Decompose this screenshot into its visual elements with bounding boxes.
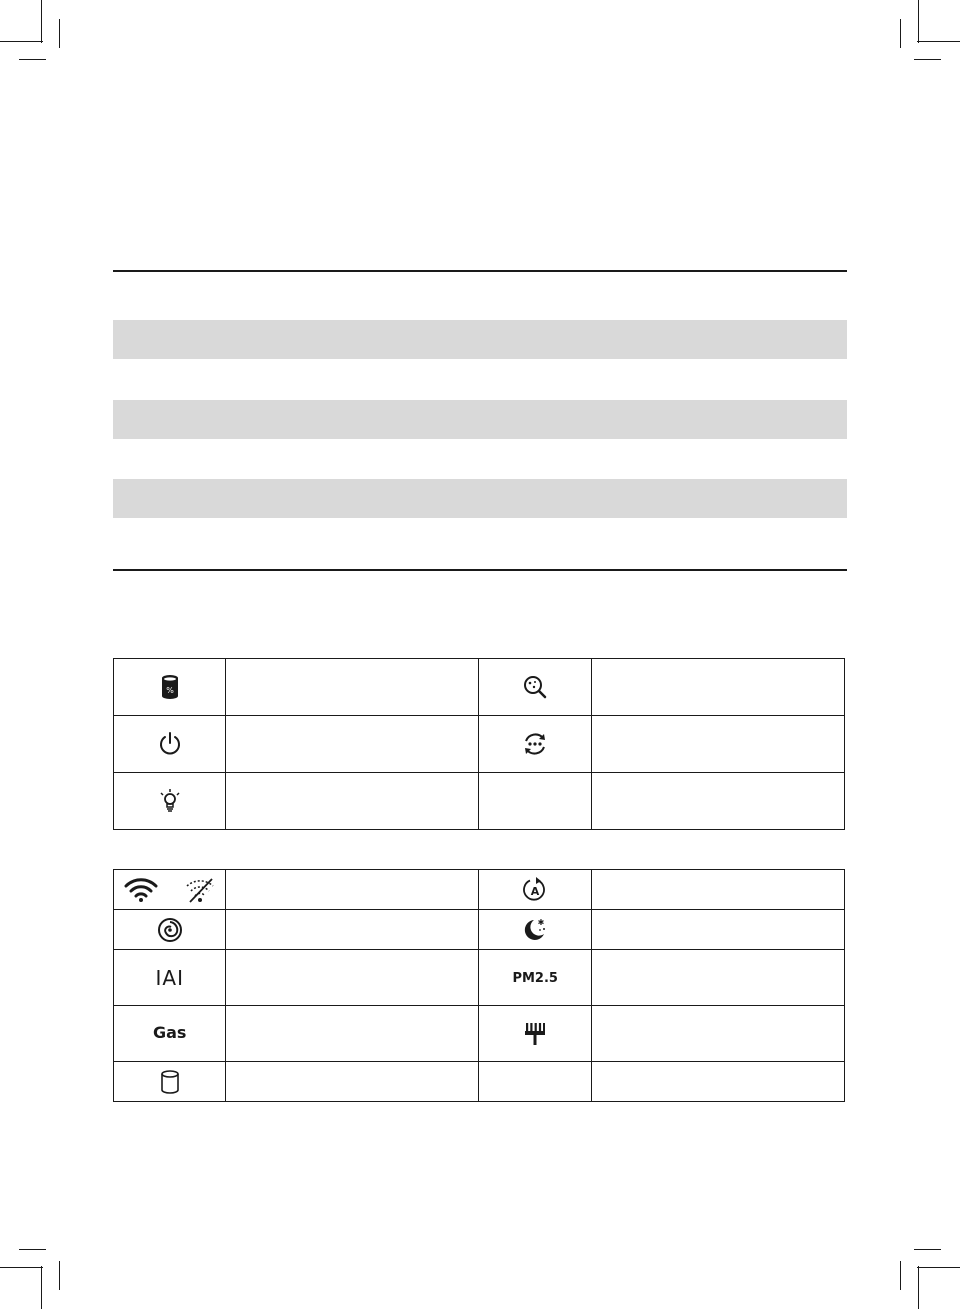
- icon-table-2: [113, 869, 845, 1102]
- crop-mark: [917, 41, 960, 42]
- crop-mark: [19, 59, 46, 60]
- magnifier-icon: [522, 674, 548, 700]
- table-row: [114, 659, 845, 716]
- fan-swirl-icon: [157, 917, 183, 943]
- table-row: [114, 1006, 845, 1062]
- icon-table-1: [113, 658, 845, 830]
- description-cell: [591, 659, 844, 716]
- description-cell: [591, 773, 844, 830]
- crop-mark: [0, 1267, 43, 1268]
- crop-mark: [914, 59, 941, 60]
- description-cell: [591, 1062, 844, 1102]
- description-cell: [226, 716, 479, 773]
- sleep-moon-icon: [522, 917, 548, 943]
- crop-mark: [900, 19, 901, 48]
- crop-mark: [41, 0, 42, 43]
- table-row: [114, 773, 845, 830]
- icon-cell: [114, 659, 226, 716]
- crop-mark: [19, 1249, 46, 1250]
- icon-cell: [114, 950, 226, 1006]
- shaded-row: [113, 479, 847, 518]
- table-row: [114, 1062, 845, 1102]
- light-bulb-icon: [158, 788, 182, 814]
- icon-cell: [114, 1062, 226, 1102]
- crop-mark: [59, 1261, 60, 1290]
- description-cell: [591, 870, 844, 910]
- wifi-off-icon: [185, 877, 215, 903]
- svg-text:A: A: [530, 884, 540, 898]
- auto-mode-icon: [522, 877, 548, 903]
- icon-cell: [114, 1006, 226, 1062]
- icon-cell: [479, 716, 591, 773]
- description-cell: [226, 910, 479, 950]
- icon-cell: [114, 773, 226, 830]
- svg-text:%: %: [165, 686, 174, 695]
- filter-percent-icon: [160, 674, 180, 700]
- crop-mark: [918, 0, 919, 43]
- table-row: [114, 870, 845, 910]
- description-cell: [226, 950, 479, 1006]
- top-rule: [113, 270, 847, 272]
- icon-cell: [479, 1062, 591, 1102]
- shaded-row: [113, 400, 847, 439]
- table-row: [114, 950, 845, 1006]
- crop-mark: [918, 1266, 919, 1309]
- icon-cell: [479, 950, 591, 1006]
- shaded-row: [113, 320, 847, 359]
- icon-cell: [114, 910, 226, 950]
- description-cell: [226, 870, 479, 910]
- description-cell: [226, 773, 479, 830]
- crop-mark: [41, 1266, 42, 1309]
- bottom-rule: [113, 569, 847, 571]
- svg-text:✱: ✱: [537, 917, 545, 927]
- crop-mark: [900, 1261, 901, 1290]
- description-cell: [226, 659, 479, 716]
- crop-mark: [917, 1267, 960, 1268]
- icon-cell: [479, 773, 591, 830]
- filter-cylinder-icon: [160, 1069, 180, 1095]
- icon-cell: [114, 716, 226, 773]
- crop-mark: [914, 1249, 941, 1250]
- iai-label: IAI: [155, 965, 184, 990]
- icon-cell: [479, 1006, 591, 1062]
- description-cell: [591, 950, 844, 1006]
- power-icon: [158, 731, 182, 757]
- description-cell: [591, 716, 844, 773]
- icon-cell: [114, 870, 226, 910]
- icon-cell: [479, 910, 591, 950]
- table-row: [114, 716, 845, 773]
- refresh-dots-icon: [522, 731, 548, 757]
- description-cell: [591, 1006, 844, 1062]
- gas-label: Gas: [153, 1023, 187, 1042]
- description-cell: [226, 1006, 479, 1062]
- crop-mark: [0, 41, 43, 42]
- pm25-label: PM2.5: [512, 970, 558, 986]
- description-cell: [226, 1062, 479, 1102]
- wifi-icon: [124, 877, 158, 903]
- crop-mark: [59, 19, 60, 48]
- pre-filter-brush-icon: [523, 1021, 547, 1047]
- description-cell: [591, 910, 844, 950]
- icon-cell: [479, 870, 591, 910]
- table-row: [114, 910, 845, 950]
- icon-cell: [479, 659, 591, 716]
